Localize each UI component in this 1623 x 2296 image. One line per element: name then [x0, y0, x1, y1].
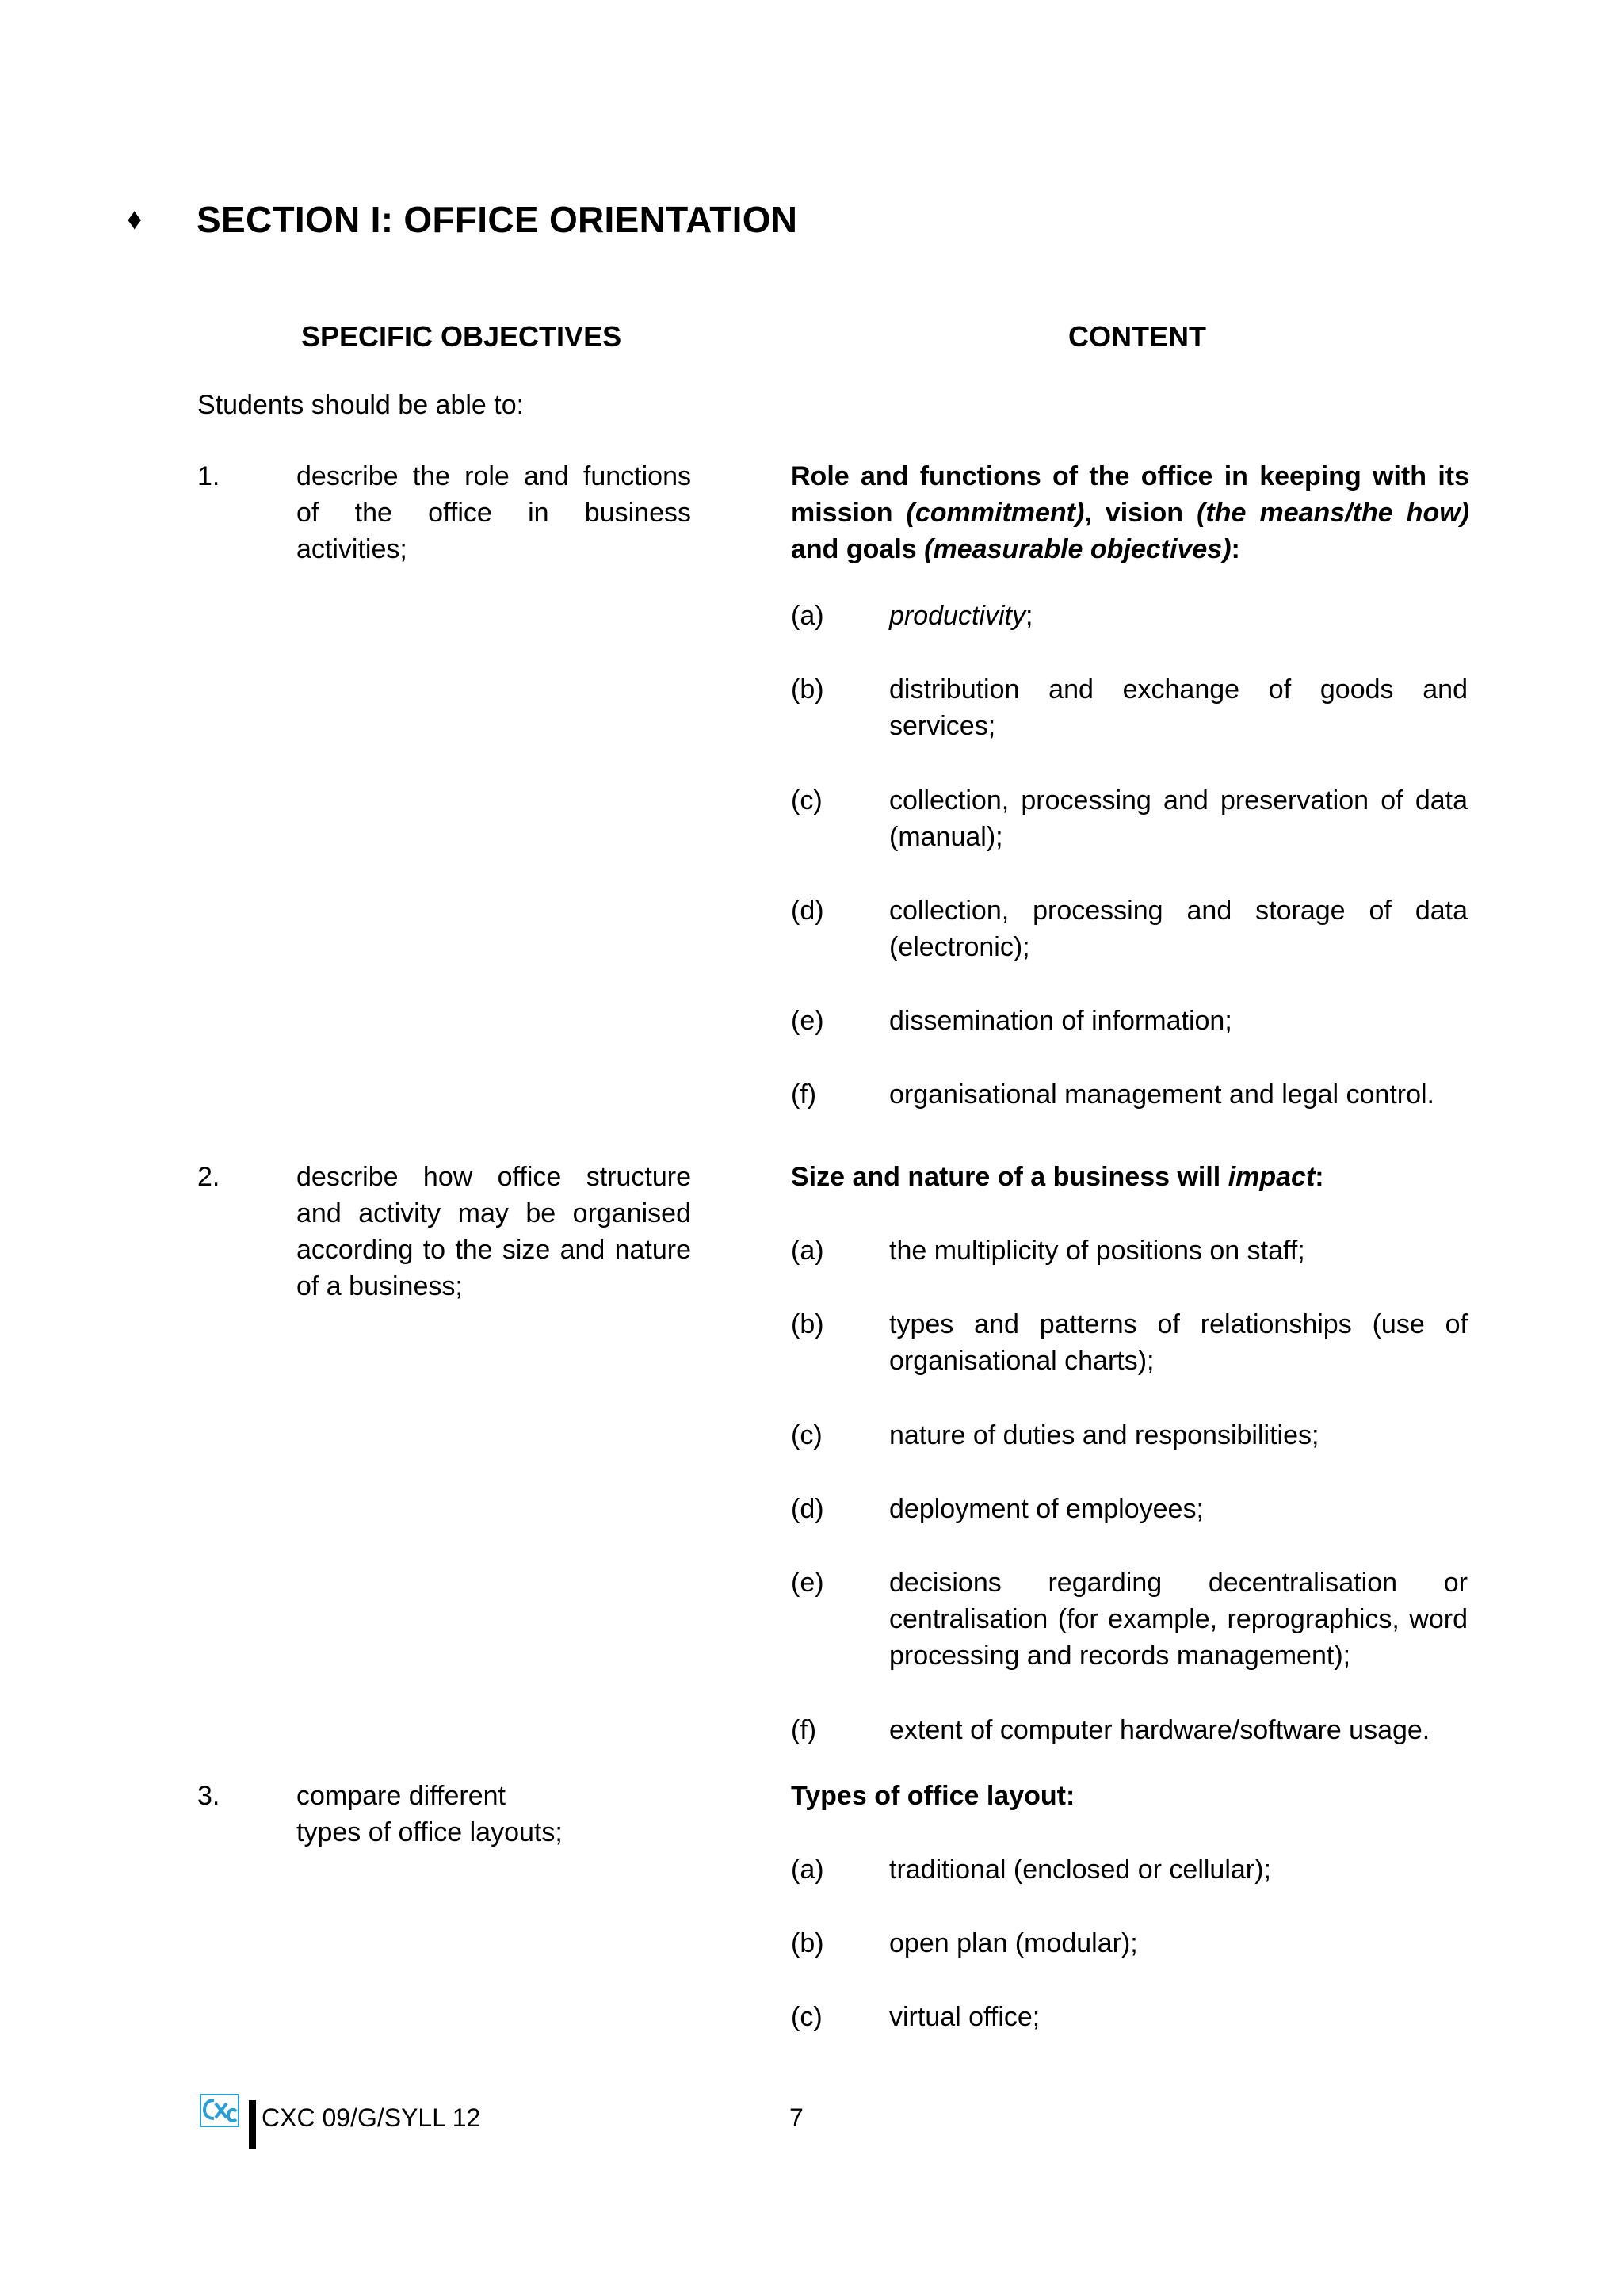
content-item: extent of computer hardware/software usage.	[889, 1715, 1430, 1745]
item-letter: (f)	[791, 1715, 817, 1745]
objective-number: 2.	[197, 1162, 220, 1192]
item-letter: (d)	[791, 896, 824, 926]
content-heading: CONTENT	[1068, 320, 1206, 353]
content-item: traditional (enclosed or cellular);	[889, 1855, 1271, 1885]
lead-in-text: Students should be able to:	[197, 390, 525, 420]
syllabus-code: CXC 09/G/SYLL 12	[262, 2103, 481, 2132]
content-item: dissemination of information;	[889, 1006, 1232, 1036]
content-item: decisions regarding decentralisation or centralisation (for example, reprographics, word processing and records management);	[889, 1568, 1468, 1671]
content-block-heading: Role and functions of the office in keeping with its mission (commitment), vision (the means/the how) and goals (measurable objectives):	[791, 461, 1469, 564]
specific-objectives-heading: SPECIFIC OBJECTIVES	[301, 320, 622, 353]
objective-number: 1.	[197, 461, 220, 491]
item-letter: (d)	[791, 1494, 824, 1524]
content-block-heading: Size and nature of a business will impact:	[791, 1162, 1324, 1192]
objective-text: compare different types of office layouts;	[296, 1781, 563, 1847]
objective-number: 3.	[197, 1781, 220, 1811]
cxc-logo-icon	[200, 2094, 239, 2127]
section-title	[127, 198, 797, 241]
item-letter: (f)	[791, 1079, 817, 1110]
content-item: types and patterns of relationships (use of organisational charts);	[889, 1309, 1468, 1376]
content-item: distribution and exchange of goods and services;	[889, 674, 1468, 741]
content-item: deployment of employees;	[889, 1494, 1204, 1524]
item-letter: (c)	[791, 2002, 823, 2032]
item-letter: (b)	[791, 674, 824, 705]
item-letter: (c)	[791, 1420, 823, 1450]
content-item: open plan (modular);	[889, 1928, 1138, 1958]
content-item: nature of duties and responsibilities;	[889, 1420, 1319, 1450]
diamond-bullet-icon: ♦	[127, 203, 143, 236]
item-letter: (e)	[791, 1006, 824, 1036]
section-title-text: SECTION I: OFFICE ORIENTATION	[197, 199, 798, 240]
item-letter: (a)	[791, 1855, 824, 1885]
content-item: virtual office;	[889, 2002, 1041, 2032]
footer-divider	[249, 2100, 256, 2149]
item-letter: (b)	[791, 1309, 824, 1339]
item-letter: (b)	[791, 1928, 824, 1958]
content-item: productivity;	[889, 601, 1033, 631]
item-letter: (c)	[791, 785, 823, 816]
content-block-heading: Types of office layout:	[791, 1781, 1075, 1811]
content-item: the multiplicity of positions on staff;	[889, 1236, 1305, 1266]
objective-text: describe the role and functions of the office in business activities;	[296, 461, 691, 564]
content-item: collection, processing and storage of data (electronic);	[889, 896, 1468, 962]
item-letter: (a)	[791, 601, 824, 631]
content-item: collection, processing and preservation of data (manual);	[889, 785, 1468, 852]
item-letter: (e)	[791, 1568, 824, 1598]
item-letter: (a)	[791, 1236, 824, 1266]
page-number: 7	[789, 2103, 804, 2132]
objective-text: describe how office structure and activity may be organised according to the size and nature of a business;	[296, 1162, 691, 1301]
content-item: organisational management and legal control.	[889, 1079, 1435, 1110]
